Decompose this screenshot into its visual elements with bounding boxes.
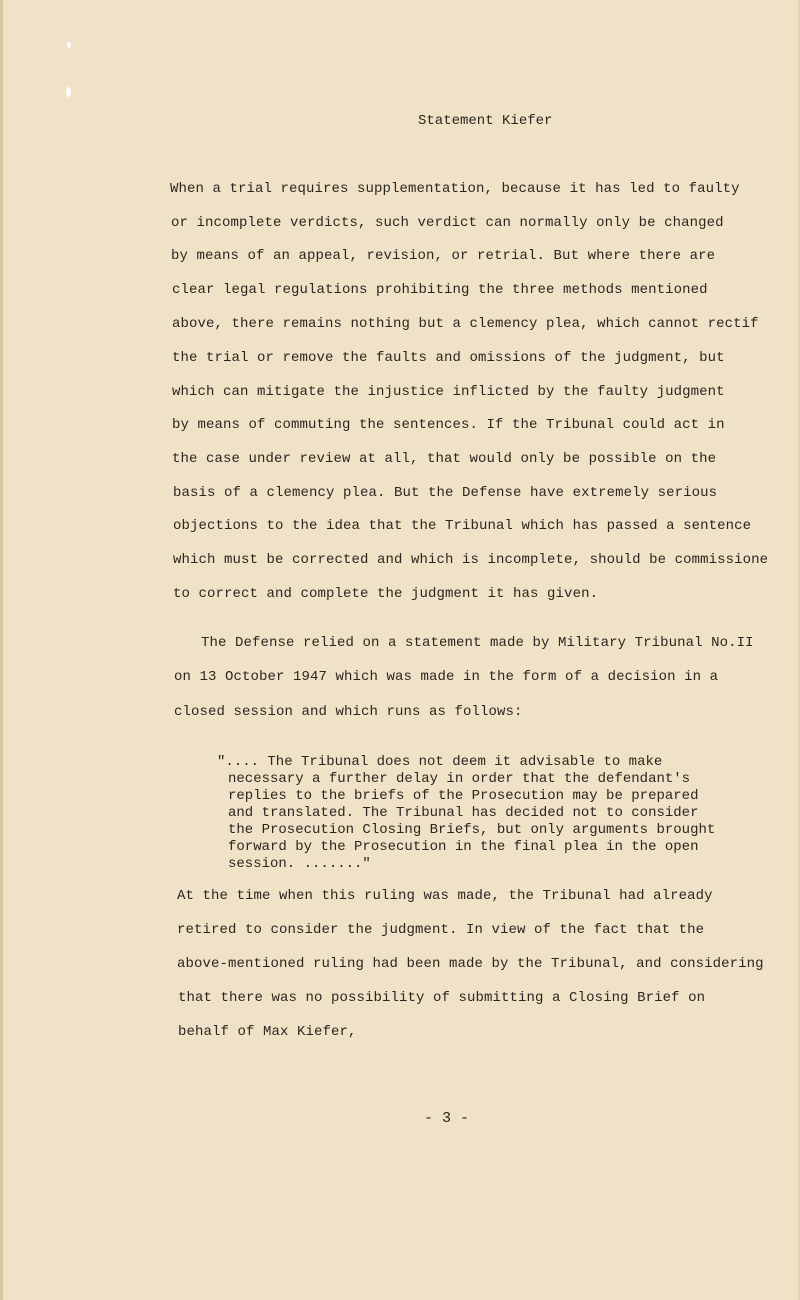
text-line: clear legal regulations prohibiting the three methods mentioned <box>172 282 708 298</box>
document-title: Statement Kiefer <box>418 113 553 129</box>
text-line: At the time when this ruling was made, the Tribunal had already <box>177 888 713 904</box>
text-line: or incomplete verdicts, such verdict can normally only be changed <box>171 215 724 231</box>
text-line: on 13 October 1947 which was made in the form of a decision in a <box>174 669 719 685</box>
text-line: closed session and which runs as follows: <box>174 704 523 720</box>
paper-speck <box>67 42 71 48</box>
text-line: that there was no possibility of submitting a Closing Brief on <box>178 990 706 1006</box>
page-left-edge <box>0 0 3 1300</box>
page-number: - 3 - <box>424 1110 470 1127</box>
text-line: retired to consider the judgment. In view of the fact that the <box>177 922 705 938</box>
quote-line: session. ......." <box>228 856 371 872</box>
text-line: behalf of Max Kiefer, <box>178 1024 357 1040</box>
text-line: by means of commuting the sentences. If the Tribunal could act in <box>172 417 725 433</box>
text-line: the trial or remove the faults and omissions of the judgment, but <box>172 350 725 366</box>
text-line: objections to the idea that the Tribunal which has passed a sentence <box>173 518 752 534</box>
text-line: above-mentioned ruling had been made by the Tribunal, and considering <box>177 956 764 972</box>
text-line: basis of a clemency plea. But the Defense have extremely serious <box>173 485 718 501</box>
quote-line: and translated. The Tribunal has decided not to consider <box>228 805 699 821</box>
paper-speck <box>66 87 71 97</box>
text-line: by means of an appeal, revision, or retrial. But where there are <box>171 248 716 264</box>
text-line: which can mitigate the injustice inflicted by the faulty judgment <box>172 384 725 400</box>
quote-line: forward by the Prosecution in the final plea in the open <box>228 839 699 855</box>
text-line: above, there remains nothing but a clemency plea, which cannot rectif <box>172 316 759 332</box>
quote-line: ".... The Tribunal does not deem it advisable to make <box>217 754 663 770</box>
quote-line: replies to the briefs of the Prosecution may be prepared <box>228 788 699 804</box>
text-line: to correct and complete the judgment it has given. <box>173 586 599 602</box>
text-line: the case under review at all, that would only be possible on the <box>172 451 717 467</box>
text-line: When a trial requires supplementation, because it has led to faulty <box>170 181 740 197</box>
quote-line: the Prosecution Closing Briefs, but only arguments brought <box>228 822 716 838</box>
quote-line: necessary a further delay in order that the defendant's <box>228 771 691 787</box>
text-line: which must be corrected and which is incomplete, should be commissione <box>173 552 769 568</box>
text-line: The Defense relied on a statement made by Military Tribunal No.II <box>201 635 754 651</box>
